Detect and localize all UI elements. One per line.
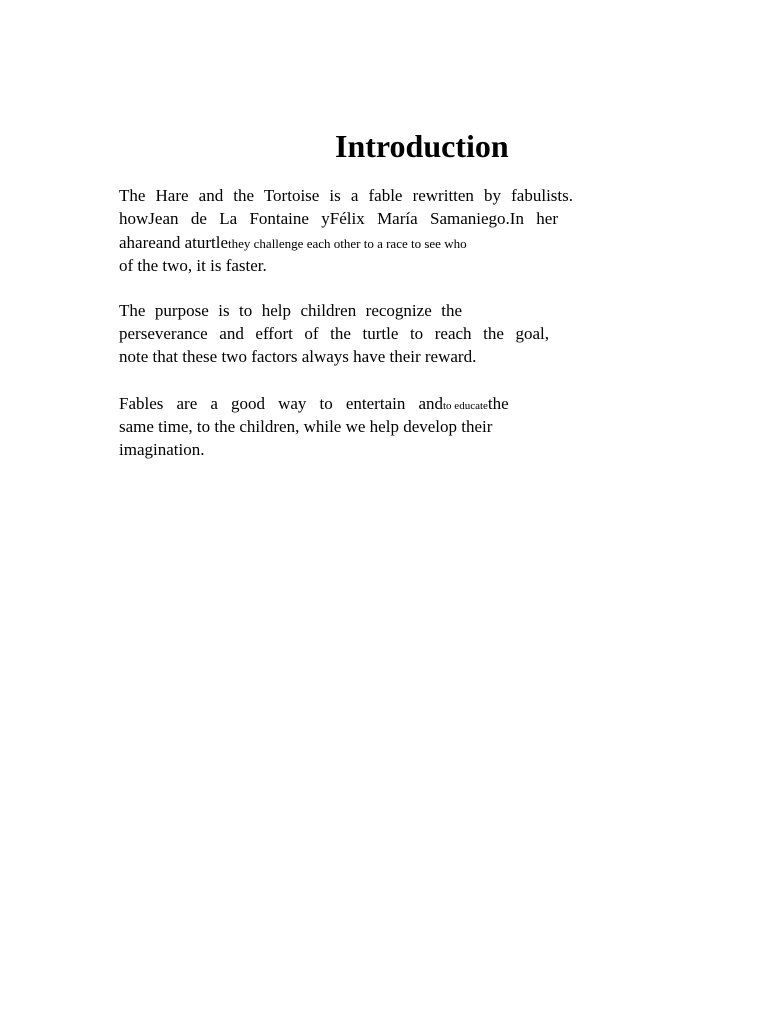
- text-line: The Hare and the Tortoise is a fable rewritten by fabulists.: [119, 186, 573, 205]
- text-line: note that these two factors always have their reward.: [119, 347, 477, 366]
- text-run: ahareand aturtle: [119, 233, 229, 252]
- text-line-content: perseverance and effort of the turtle to reach the goal,: [119, 324, 549, 343]
- text-run: the: [487, 394, 509, 413]
- text-line: [119, 322, 549, 345]
- text-line: [119, 299, 462, 322]
- text-line-content: The purpose is to help children recognize the: [119, 301, 462, 320]
- text-line-content: howJean de La Fontaine yFélix María Samaniego.In her: [119, 209, 558, 228]
- text-line: imagination.: [119, 440, 205, 459]
- text-run-small: to educate: [443, 400, 488, 412]
- page-title: Introduction: [335, 128, 509, 164]
- text-run: Fables are a good way to entertain and: [119, 394, 443, 413]
- text-run-small: they challenge each other to a race to see who: [228, 236, 467, 251]
- text-line: [119, 207, 558, 230]
- text-line: of the two, it is faster.: [119, 256, 267, 275]
- text-line: [119, 392, 509, 415]
- text-line: same time, to the children, while we help develop their: [119, 417, 493, 436]
- text-line: [119, 231, 467, 254]
